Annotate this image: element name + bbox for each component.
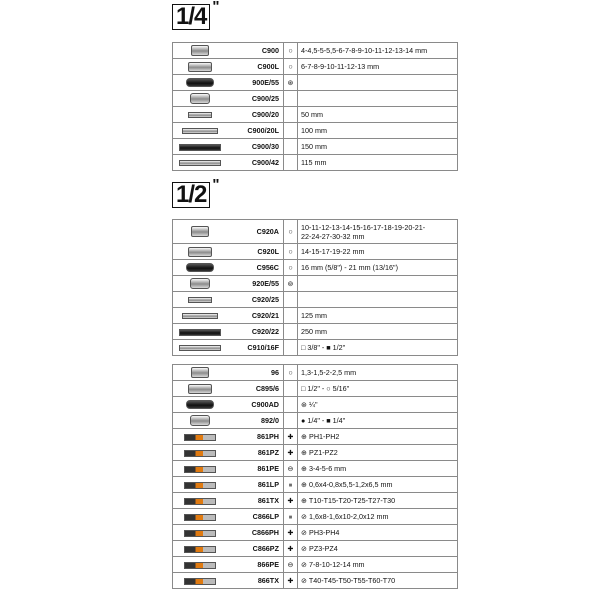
tool-image — [173, 445, 228, 461]
table-row — [173, 123, 458, 139]
tool-image — [173, 461, 228, 477]
size-description — [298, 139, 458, 155]
size-description — [298, 123, 458, 139]
size-description — [298, 365, 458, 381]
drive-type-icon: ⊖ — [284, 461, 298, 477]
size-line: ⊘ PH3-PH4 — [301, 528, 340, 537]
size-line: ⊕ PZ1-PZ2 — [301, 448, 338, 457]
table-row — [173, 509, 458, 525]
drive-type-icon: ⊖ — [284, 557, 298, 573]
tool-image — [173, 557, 228, 573]
tool-image — [173, 509, 228, 525]
part-code: C910/16F — [227, 340, 284, 356]
drive-type-icon: ✚ — [284, 525, 298, 541]
part-code: 96 — [227, 365, 284, 381]
tool-image — [173, 244, 228, 260]
drive-type-icon: ⊚ — [284, 276, 298, 292]
tool-image — [173, 340, 228, 356]
drive-type-icon — [284, 397, 298, 413]
drive-type-icon: ⏸ — [284, 477, 298, 493]
size-line: 4-4,5-5-5,5-6-7-8-9-10-11-12-13-14 mm — [301, 46, 428, 55]
tool-image — [173, 292, 228, 308]
size-description — [298, 324, 458, 340]
drive-type-icon: ✚ — [284, 493, 298, 509]
drive-type-icon: ✚ — [284, 541, 298, 557]
tool-image — [173, 541, 228, 557]
size-line: 6-7-8-9-10-11-12-13 mm — [301, 62, 380, 71]
tool-image — [173, 397, 228, 413]
size-description — [298, 91, 458, 107]
size-description — [298, 59, 458, 75]
table-row — [173, 445, 458, 461]
table-row — [173, 573, 458, 589]
tool-image — [173, 573, 228, 589]
part-code: C900/42 — [227, 155, 284, 171]
part-code: C895/6 — [227, 381, 284, 397]
size-line: 150 mm — [301, 142, 327, 151]
part-code: 866PE — [227, 557, 284, 573]
size-line: □ 3/8" - ■ 1/2" — [301, 343, 346, 352]
tool-image — [173, 123, 228, 139]
tool-image — [173, 107, 228, 123]
table-row — [173, 308, 458, 324]
drive-type-icon: ○ — [284, 260, 298, 276]
part-code: C900L — [227, 59, 284, 75]
part-code: C956C — [227, 260, 284, 276]
table-row — [173, 413, 458, 429]
size-line: ⊘ 7-8-10-12-14 mm — [301, 560, 365, 569]
tool-image — [173, 75, 228, 91]
heading-label: 1/4 — [172, 4, 210, 30]
drive-type-icon: ○ — [284, 220, 298, 244]
table-row — [173, 43, 458, 59]
drive-type-icon — [284, 324, 298, 340]
drive-type-icon — [284, 123, 298, 139]
tool-image — [173, 429, 228, 445]
drive-type-icon: ⊛ — [284, 75, 298, 91]
drive-type-icon: ✚ — [284, 573, 298, 589]
section-heading-quarter-inch — [172, 2, 219, 31]
table-row — [173, 107, 458, 123]
tool-image — [173, 308, 228, 324]
size-description — [298, 260, 458, 276]
part-code: C900/20 — [227, 107, 284, 123]
tool-image — [173, 59, 228, 75]
drive-type-icon — [284, 155, 298, 171]
size-description — [298, 381, 458, 397]
size-description — [298, 155, 458, 171]
tool-image — [173, 260, 228, 276]
part-code: C866PZ — [227, 541, 284, 557]
drive-type-icon: ✚ — [284, 429, 298, 445]
drive-type-icon — [284, 381, 298, 397]
part-code: C900 — [227, 43, 284, 59]
size-line: ⊘ 1,6x8-1,6x10-2,0x12 mm — [301, 512, 389, 521]
table-row — [173, 381, 458, 397]
section-heading-half-inch — [172, 176, 219, 209]
part-code: C900/20L — [227, 123, 284, 139]
size-line: 14-15-17-19-22 mm — [301, 247, 365, 256]
size-line: 100 mm — [301, 126, 327, 135]
table-row — [173, 493, 458, 509]
size-description — [298, 292, 458, 308]
table-row — [173, 477, 458, 493]
size-description — [298, 308, 458, 324]
size-line: ⊛ ¼" — [301, 400, 318, 409]
tool-image — [173, 139, 228, 155]
size-line: 115 mm — [301, 158, 327, 167]
part-code: 866TX — [227, 573, 284, 589]
part-code: C920/22 — [227, 324, 284, 340]
accessories-table — [172, 364, 458, 589]
size-description — [298, 413, 458, 429]
part-code: C920/25 — [227, 292, 284, 308]
drive-type-icon: ⏸ — [284, 509, 298, 525]
size-description — [298, 493, 458, 509]
size-line: 250 mm — [301, 327, 327, 336]
drive-type-icon — [284, 91, 298, 107]
tool-image — [173, 91, 228, 107]
drive-type-icon — [284, 107, 298, 123]
part-code: 920E/55 — [227, 276, 284, 292]
size-description — [298, 276, 458, 292]
table-row — [173, 324, 458, 340]
drive-type-icon: ○ — [284, 43, 298, 59]
size-description — [298, 397, 458, 413]
drive-type-icon — [284, 413, 298, 429]
table-row — [173, 139, 458, 155]
tool-image — [173, 413, 228, 429]
size-description — [298, 220, 458, 244]
inch-mark: " — [212, 176, 219, 193]
table-row — [173, 155, 458, 171]
table-row — [173, 59, 458, 75]
tool-image — [173, 477, 228, 493]
size-description — [298, 461, 458, 477]
table-row — [173, 525, 458, 541]
table-row — [173, 397, 458, 413]
part-code: C866LP — [227, 509, 284, 525]
drive-type-icon: ○ — [284, 59, 298, 75]
drive-type-icon: ✚ — [284, 445, 298, 461]
table-row — [173, 260, 458, 276]
size-line: 10-11-12-13-14-15-16-17-18-19-20-21- — [301, 222, 426, 232]
size-line: ⊕ T10-T15-T20-T25-T27-T30 — [301, 496, 396, 505]
size-line: ⊕ 0,6x4-0,8x5,5-1,2x6,5 mm — [301, 480, 393, 489]
half-inch-table — [172, 219, 458, 356]
tool-image — [173, 525, 228, 541]
size-line: 50 mm — [301, 110, 323, 119]
tool-image — [173, 276, 228, 292]
drive-type-icon — [284, 308, 298, 324]
size-description — [298, 477, 458, 493]
drive-type-icon — [284, 139, 298, 155]
table-row — [173, 75, 458, 91]
tool-image — [173, 365, 228, 381]
tool-image — [173, 43, 228, 59]
size-line: 125 mm — [301, 311, 327, 320]
part-code: 892/0 — [227, 413, 284, 429]
size-description — [298, 445, 458, 461]
quarter-inch-table — [172, 42, 458, 171]
table-row — [173, 244, 458, 260]
part-code: 861PH — [227, 429, 284, 445]
tool-image — [173, 381, 228, 397]
size-description — [298, 340, 458, 356]
part-code: 900E/55 — [227, 75, 284, 91]
size-line: 16 mm (5/8") - 21 mm (13/16") — [301, 263, 398, 272]
tool-image — [173, 493, 228, 509]
drive-type-icon — [284, 340, 298, 356]
size-description — [298, 541, 458, 557]
size-line: ⊕ PH1-PH2 — [301, 432, 340, 441]
part-code: C920/21 — [227, 308, 284, 324]
size-description — [298, 429, 458, 445]
table-row — [173, 429, 458, 445]
part-code: C866PH — [227, 525, 284, 541]
part-code: C920L — [227, 244, 284, 260]
size-description — [298, 244, 458, 260]
size-description — [298, 509, 458, 525]
size-description — [298, 75, 458, 91]
size-line: 1,3-1,5-2-2,5 mm — [301, 368, 357, 377]
table-row — [173, 557, 458, 573]
table-row — [173, 91, 458, 107]
part-code: 861PZ — [227, 445, 284, 461]
heading-label: 1/2 — [172, 182, 210, 208]
size-line: ⊕ 3-4-5-6 mm — [301, 464, 347, 473]
table-row — [173, 276, 458, 292]
size-description — [298, 43, 458, 59]
size-line: ● 1/4" - ■ 1/4" — [301, 416, 346, 425]
size-line: ⊘ PZ3-PZ4 — [301, 544, 338, 553]
table-row — [173, 220, 458, 244]
drive-type-icon: ○ — [284, 365, 298, 381]
table-row — [173, 340, 458, 356]
part-code: C900AD — [227, 397, 284, 413]
part-code: 861PE — [227, 461, 284, 477]
table-row — [173, 365, 458, 381]
table-row — [173, 541, 458, 557]
size-description — [298, 573, 458, 589]
size-line: ⊘ T40-T45-T50-T55-T60-T70 — [301, 576, 396, 585]
table-row — [173, 461, 458, 477]
inch-mark: " — [212, 0, 219, 15]
table-row — [173, 292, 458, 308]
size-description — [298, 557, 458, 573]
drive-type-icon — [284, 292, 298, 308]
tool-image — [173, 324, 228, 340]
size-description — [298, 107, 458, 123]
part-code: C920A — [227, 220, 284, 244]
size-line: □ 1/2" - ○ 5/16" — [301, 384, 350, 393]
part-code: C900/30 — [227, 139, 284, 155]
tool-image — [173, 155, 228, 171]
drive-type-icon: ○ — [284, 244, 298, 260]
size-description — [298, 525, 458, 541]
tool-image — [173, 220, 228, 244]
size-line-continued: 22-24-27-30-32 mm — [301, 231, 365, 241]
part-code: C900/25 — [227, 91, 284, 107]
part-code: 861TX — [227, 493, 284, 509]
part-code: 861LP — [227, 477, 284, 493]
